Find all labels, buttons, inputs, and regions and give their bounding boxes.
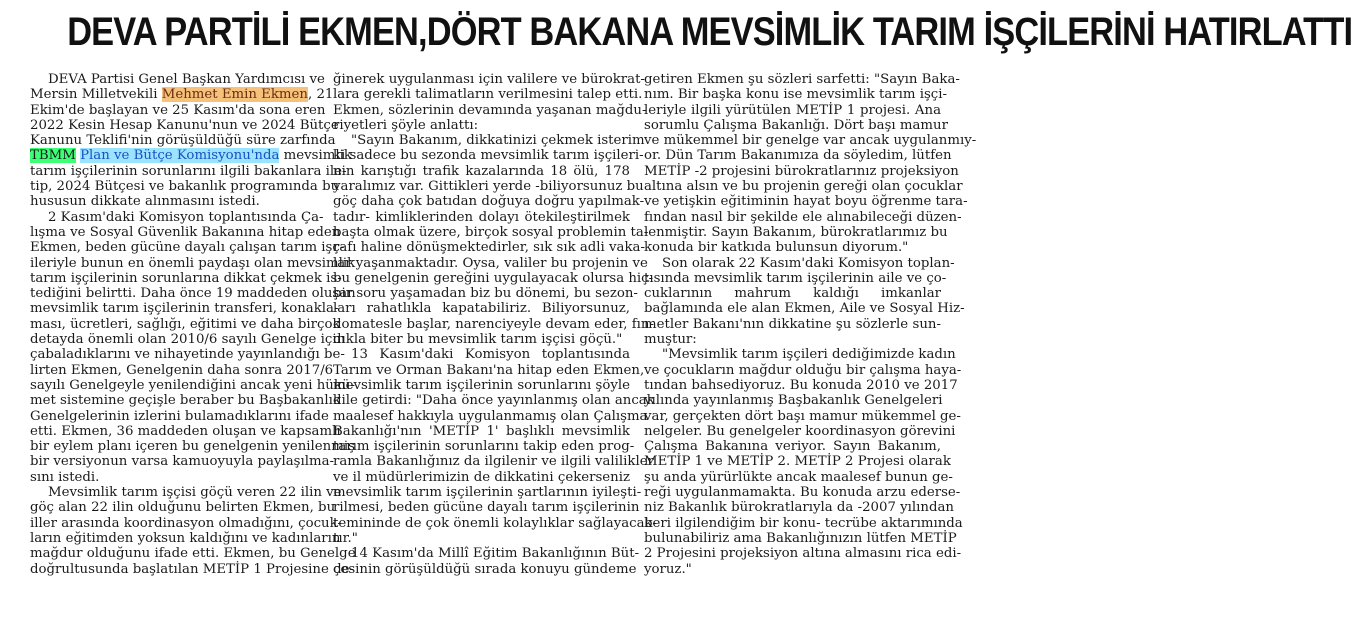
article-line: sayılı Genelgeyle yenilendiğini ancak yeni hükü- <box>30 377 355 393</box>
article-line: mevsimlik tarım işçilerinin şartlarının iyileşti- <box>333 485 642 501</box>
article-line: ileriyle bunun en önemli paydaşı olan mevsimlik <box>30 255 356 271</box>
article-line: ramla Bakanlığınız da ilgilenir ve ilgili valilikler <box>333 454 654 470</box>
article-line: tısında mevsimlik tarım işçilerinin aile ve ço- <box>644 270 947 286</box>
article-line: Ekim'de başlayan ve 25 Kasım'da sona eren <box>30 102 326 118</box>
article-line: Kanunu Teklifi'nin görüşüldüğü süre zarfında <box>30 133 336 149</box>
article-line: lışma ve Sosyal Güvenlik Bakanına hitap eden <box>30 224 341 240</box>
article-line: ve il müdürlerimizin de dikkatini çekerseniz <box>333 469 630 485</box>
article-line: yılında yayınlanmış Başbakanlık Genelgeleri <box>644 393 943 409</box>
article-line: altına alsın ve bu projenin gereği olan çocuklar <box>644 179 963 195</box>
article-line: Genelgelerinin izlerini bulamadıklarını ifade <box>30 408 329 424</box>
article-line: mevsimlik tarım işçilerinin sorunlarını şöyle <box>333 377 630 393</box>
article-line: niz Bakanlık bürokratlarıyla da -2007 yılından <box>644 500 954 516</box>
article-line: muştur: <box>644 332 697 348</box>
article-line: Ekmen, beden gücüne dayalı çalışan tarım işç- <box>30 240 345 256</box>
article-line: Çalışma Bakanına veriyor. Sayın Bakanım, <box>644 439 941 455</box>
article-line: 2 Projesini projeksiyon altına almasını rica edi- <box>644 546 962 562</box>
article-line: tarım işçilerinin sorunlarını ilgili bakanlara ile- <box>30 163 347 179</box>
article-line: 2022 Kesin Hesap Kanunu'nun ve 2024 Bütçe <box>30 117 339 133</box>
article-line: nım. Bir başka konu ise mevsimlik tarım işçi- <box>644 87 947 103</box>
text-fragment: Mersin Milletvekili <box>30 87 162 103</box>
article-line: DEVA Partisi Genel Başkan Yardımcısı ve <box>48 72 325 87</box>
article-line: hususun dikkate alınmasını istedi. <box>30 194 260 210</box>
article-line: 2 Kasım'daki Komisyon toplantısında Ça- <box>48 209 324 225</box>
article-line: reği uygulanmamakta. Bu konuda arzu ederse- <box>644 485 961 501</box>
article-line: or. Dün Tarım Bakanımıza da söyledim, lütfen <box>644 148 952 164</box>
article-line: bu genelgenin gereğini uygulayacak olursa hiç- <box>333 270 654 286</box>
article-line: METİP 1 ve METİP 2. METİP 2 Projesi olarak <box>644 454 951 470</box>
article-line: lenmiştir. Sayın Bakanım, bürokratlarımız bu <box>644 224 948 240</box>
highlighted-text: Mehmet Emin Ekmen <box>161 87 308 103</box>
article-line: tip, 2024 Bütçesi ve bakanlık programında bu <box>30 179 340 195</box>
article-line: ve yetişkin eğitiminin hayat boyu öğrenme tara- <box>644 194 968 210</box>
article-line: ve mükemmel bir genelge var ancak uygulanmıy- <box>644 133 977 149</box>
article-line: detayda önemli olan 2010/6 sayılı Genelge için <box>30 332 346 348</box>
article-line: getiren Ekmen şu sözleri sarfetti: "Sayın Baka- <box>644 72 960 87</box>
article-line: "Sayın Bakanım, dikkatinizi çekmek isterim <box>351 133 645 149</box>
highlighted-text: Plan ve Bütçe Komisyonu'nda <box>80 148 280 164</box>
article-line <box>30 148 352 164</box>
article-line: rilmesi, beden gücüne dayalı tarım işçilerinin <box>333 500 640 516</box>
article-line: mağdur olduğunu ifade etti. Ekmen, bu Genelge <box>30 546 356 562</box>
article-line: domatesle başlar, narenciyeyle devam eder, fın- <box>333 316 654 332</box>
article-line: bir versiyonun varsa kamuoyuyla paylaşılma- <box>30 454 335 470</box>
article-line: cuklarının mahrum kaldığı imkanlar <box>644 286 941 302</box>
article-line: rafı haline dönüşmektedirler, sık sık adli vaka- <box>333 240 645 256</box>
article-line: temininde de çok önemli kolaylıklar sağlayacak- <box>333 515 657 531</box>
article-line: tından bahsediyoruz. Bu konuda 2010 ve 2017 <box>644 377 958 393</box>
article-line: göç daha çok batıdan doğuya doğru yapılmak- <box>333 194 645 210</box>
article-line: bir soru yaşamadan biz bu dönemi, bu sezon- <box>333 286 638 302</box>
article-line: sını istedi. <box>30 469 100 485</box>
article-line: doğrultusunda başlatılan METİP 1 Projesine de- <box>30 561 354 577</box>
article-line: tarım işçilerinin sorunlarına dikkat çekmek is- <box>30 270 342 286</box>
article-line: dile getirdi: "Daha önce yayınlanmış olan ancak <box>333 393 655 409</box>
article-line: bir eylem planı içeren bu genelgenin yenilenmiş <box>30 439 355 455</box>
article-line: bağlamında ele alan Ekmen, Aile ve Sosyal Hiz- <box>644 301 965 317</box>
article-line: maalesef hakkıyla uygulanmamış olan Çalışma <box>333 408 648 424</box>
article-line: ki sadece bu sezonda mevsimlik tarım işçileri- <box>333 148 644 164</box>
article-line: Mevsimlik tarım işçisi göçü veren 22 ilin ve <box>48 485 342 501</box>
article-line: tır." <box>333 530 358 546</box>
article-line: fından nasıl bir şekilde ele alınabileceği düzen- <box>644 209 962 225</box>
article-line: konuda bir katkıda bulunsun diyorum." <box>644 240 909 256</box>
article-line: 14 Kasım'da Millî Eğitim Bakanlığının Büt- <box>351 546 640 562</box>
article-line: mevsimlik tarım işçilerinin transferi, konakla- <box>30 301 339 317</box>
article-line: lirten Ekmen, Genelgenin daha sonra 2017/6 <box>30 362 334 378</box>
article-line: ğinerek uygulanması için valilere ve bürokrat- <box>333 72 645 87</box>
article-line: riyetleri şöyle anlattı: <box>333 117 479 133</box>
article-line: etti. Ekmen, 36 maddeden oluşan ve kapsamlı <box>30 423 341 439</box>
article-line: Bakanlığı'nın 'METİP 1' başlıklı mevsimlik <box>333 423 630 439</box>
article-line: 13 Kasım'daki Komisyon toplantısında <box>351 347 630 363</box>
article-line: nelgeler. Bu genelgeler koordinasyon görevini <box>644 423 956 439</box>
article-line: var, gerçekten dört başı mamur mükemmel ge- <box>644 408 961 424</box>
article-line: çesinin görüşüldüğü sırada konuyu gündeme <box>333 561 637 577</box>
article-line: METİP -2 projesini bürokratlarınız projeksiyon <box>644 163 959 179</box>
article-line: sorumlu Çalışma Bakanlığı. Dört başı mamur <box>644 117 948 133</box>
article-line: tadır- kimliklerinden dolayı ötekileştirilmek <box>333 209 630 225</box>
article-line: met sistemine geçişle beraber bu Başbakanlık <box>30 393 341 409</box>
article-line: tediğini belirtti. Daha önce 19 maddeden oluşan <box>30 286 356 302</box>
article-line: şu anda yürürlükte ancak maalesef bunun ge- <box>644 469 953 485</box>
article-line: ların eğitimden yoksun kaldığını ve kadınların <box>30 530 341 546</box>
text-fragment: mevsimlik <box>279 148 352 164</box>
headline: DEVA PARTİLİ EKMEN,DÖRT BAKANA MEVSİMLİK TARIM İŞÇİLERİNİ HATIRLATTI <box>67 10 1352 54</box>
article-line: beri ilgilendiğim bir konu- tecrübe aktarımında <box>644 515 963 531</box>
article-line <box>30 87 334 103</box>
article-line: Tarım ve Orman Bakanı'na hitap eden Ekmen, <box>333 362 645 378</box>
article-line: bulunabiliriz ama Bakanlığınızın lütfen METİP <box>644 530 957 546</box>
article-line: iller arasında koordinasyon olmadığını, çocuk- <box>30 515 342 531</box>
article-line: leriyle ilgili yürütülen METİP 1 projesi. Ana <box>644 102 941 118</box>
article-line: ve çocukların mağdur olduğu bir çalışma haya- <box>644 362 962 378</box>
article-line: göç alan 22 ilin olduğunu belirten Ekmen, bu <box>30 500 336 516</box>
highlighted-text: TBMM <box>30 148 76 164</box>
article-line: ları rahatlıkla kapatabiliriz. Biliyorsunuz, <box>333 301 630 317</box>
article-line: lara gerekli talimatların verilmesini talep etti. <box>333 87 643 103</box>
article-column-3 <box>644 72 977 577</box>
article-line: ması, ücretleri, sağlığı, eğitimi ve daha birçok <box>30 316 341 332</box>
article-line: yoruz." <box>644 561 692 577</box>
article-line: başta olmak üzere, birçok sosyal problemin ta- <box>333 224 649 240</box>
article-line: "Mevsimlik tarım işçileri dediğimizde kadın <box>662 347 956 363</box>
article-line: Son olarak 22 Kasım'daki Komisyon toplan- <box>662 255 955 271</box>
text-fragment: , 21 <box>307 87 334 103</box>
article-line: tarım işçilerinin sorunlarını takip eden prog- <box>333 439 635 455</box>
article-column-2 <box>333 72 657 577</box>
article-line: dıkla biter bu mevsimlik tarım işçisi göçü." <box>333 332 623 348</box>
article-line: lar yaşanmaktadır. Oysa, valiler bu projenin ve <box>333 255 648 271</box>
article-line: Ekmen, sözlerinin devamında yaşanan mağdu- <box>333 102 647 118</box>
article-line: nin karıştığı trafik kazalarında 18 ölü, 178 <box>333 163 630 179</box>
article-line: yaralımız var. Gittikleri yerde -biliyorsunuz bu <box>333 179 644 195</box>
article-line: çabaladıklarını ve nihayetinde yayınlandığı be- <box>30 347 345 363</box>
article-line: metler Bakanı'nın dikkatine şu sözlerle sun- <box>644 316 941 332</box>
